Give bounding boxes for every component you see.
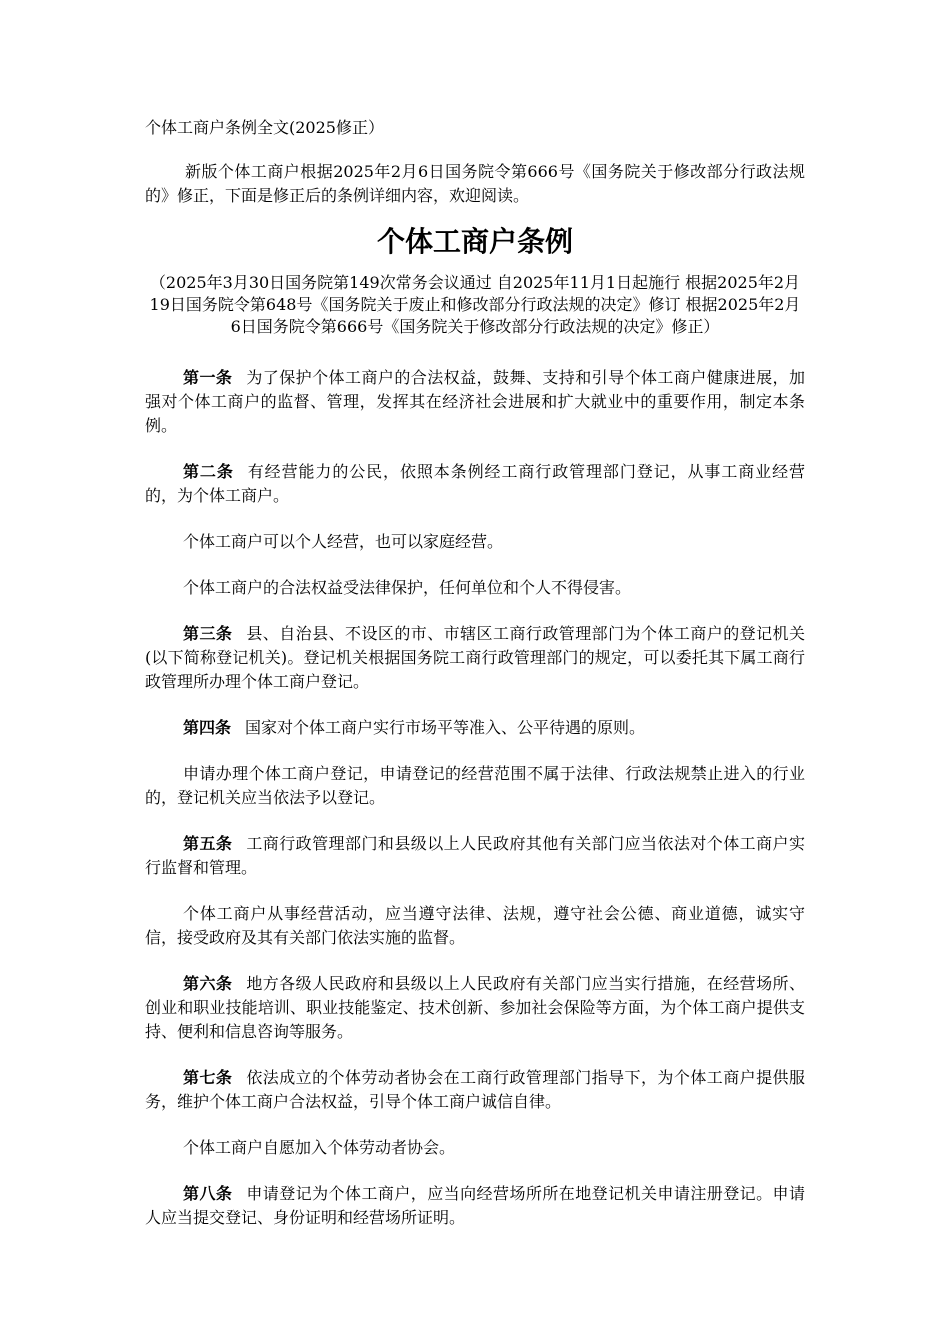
paragraph-text: 个体工商户可以个人经营，也可以家庭经营。: [183, 532, 504, 551]
article-number: 第四条: [183, 718, 232, 737]
paragraph-12: [145, 1136, 805, 1160]
paragraph-2: [145, 460, 805, 508]
paragraph-text: 个体工商户自愿加入个体劳动者协会。: [183, 1138, 456, 1157]
document-subtitle: （2025年3月30日国务院第149次常务会议通过 自2025年11月1日起施行 根据2025年2月19日国务院令第648号《国务院关于废止和修改部分行政法规的决定》修订 根据2025年2月6日国务院令第666号《国务院关于修改部分行政法规的决定》修正）: [149, 273, 801, 336]
paragraph-text: 申请办理个体工商户登记，申请登记的经营范围不属于法律、行政法规禁止进入的行业的，登记机关应当依法予以登记。: [145, 764, 805, 807]
paragraph-10: [145, 972, 805, 1044]
document-body: [145, 116, 805, 1252]
article-number: 第一条: [183, 368, 233, 387]
article-number: 第二条: [183, 462, 234, 481]
paragraph-text: 工商行政管理部门和县级以上人民政府其他有关部门应当依法对个体工商户实行监督和管理。: [145, 834, 805, 877]
paragraph-text: 个体工商户从事经营活动，应当遵守法律、法规，遵守社会公德、商业道德，诚实守信，接受政府及其有关部门依法实施的监督。: [145, 904, 805, 947]
document-title: 个体工商户条例: [376, 225, 573, 258]
paragraph-9: [145, 902, 805, 950]
paragraph-text: 有经营能力的公民，依照本条例经工商行政管理部门登记，从事工商业经营的，为个体工商户。: [145, 462, 805, 505]
paragraph-text: 县、自治县、不设区的市、市辖区工商行政管理部门为个体工商户的登记机关(以下简称登记机关)。登记机关根据国务院工商行政管理部门的规定，可以委托其下属工商行政管理所办理个体工商户登记。: [145, 624, 805, 691]
paragraph-5: [145, 622, 805, 694]
paragraph-1: [145, 366, 805, 438]
article-number: 第七条: [183, 1068, 233, 1087]
article-number: 第八条: [183, 1184, 233, 1203]
paragraph-6: [145, 716, 805, 740]
paragraph-4: [145, 576, 805, 600]
intro-paragraph: 新版个体工商户根据2025年2月6日国务院令第666号《国务院关于修改部分行政法规的》修正，下面是修正后的条例详细内容，欢迎阅读。: [145, 162, 805, 205]
paragraph-text: 个体工商户的合法权益受法律保护，任何单位和个人不得侵害。: [183, 578, 632, 597]
paragraph-text: 国家对个体工商户实行市场平等准入、公平待遇的原则。: [245, 718, 646, 737]
paragraph-7: [145, 762, 805, 810]
paragraph-text: 依法成立的个体劳动者协会在工商行政管理部门指导下，为个体工商户提供服务，维护个体工商户合法权益，引导个体工商户诚信自律。: [145, 1068, 805, 1111]
paragraph-11: [145, 1066, 805, 1114]
article-number: 第六条: [183, 974, 233, 993]
paragraph-3: [145, 530, 805, 554]
paragraph-8: [145, 832, 805, 880]
paragraph-13: [145, 1182, 805, 1230]
paragraph-text: 申请登记为个体工商户，应当向经营场所所在地登记机关申请注册登记。申请人应当提交登记、身份证明和经营场所证明。: [145, 1184, 805, 1227]
paragraph-text: 为了保护个体工商户的合法权益，鼓舞、支持和引导个体工商户健康进展，加强对个体工商户的监督、管理，发挥其在经济社会进展和扩大就业中的重要作用，制定本条例。: [145, 368, 805, 435]
article-number: 第三条: [183, 624, 233, 643]
article-number: 第五条: [183, 834, 233, 853]
paragraph-text: 地方各级人民政府和县级以上人民政府有关部门应当实行措施，在经营场所、创业和职业技能培训、职业技能鉴定、技术创新、参加社会保险等方面，为个体工商户提供支持、便利和信息咨询等服务。: [145, 974, 805, 1041]
document-header: 个体工商户条例全文(2025修正）: [145, 118, 384, 137]
